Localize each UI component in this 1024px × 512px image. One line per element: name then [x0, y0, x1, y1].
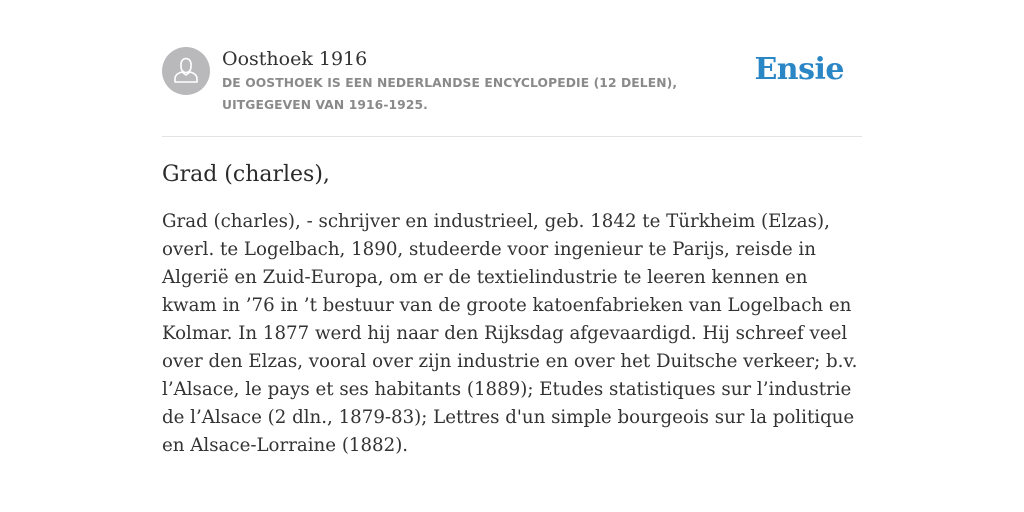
ensie-logo[interactable]: Ensie	[754, 52, 844, 87]
source-header	[162, 46, 862, 137]
source-title[interactable]: Oosthoek 1916	[222, 48, 368, 70]
source-info	[222, 46, 762, 116]
entry-title: Grad (charles),	[162, 162, 330, 187]
entry-body: Grad (charles), - schrijver en industrieel, geb. 1842 te Türkheim (Elzas), overl. te Logelbach, 1890, studeerde voor ingenieur te Parijs, reisde in Algerië en Zuid-Europa, om er de textielindustrie te leeren kennen en kwam in ’76 in ’t bestuur van de groote katoenfabrieken van Logelbach en Kolmar. In 1877 werd hij naar den Rijksdag afgevaardigd. Hij schreef veel over den Elzas, vooral over zijn industrie en over het Duitsche verkeer; b.v. l’Alsace, le pays et ses habitants (1889); Etudes statistiques sur l’industrie de l’Alsace (2 dln., 1879-83); Lettres d'un simple bourgeois sur la politique en Alsace-Lorraine (1882).	[162, 211, 858, 456]
user-icon[interactable]	[162, 47, 210, 95]
entry-article	[162, 158, 862, 460]
source-description: DE OOSTHOEK IS EEN NEDERLANDSE ENCYCLOPEDIE (12 DELEN), UITGEGEVEN VAN 1916-1925.	[222, 76, 678, 112]
